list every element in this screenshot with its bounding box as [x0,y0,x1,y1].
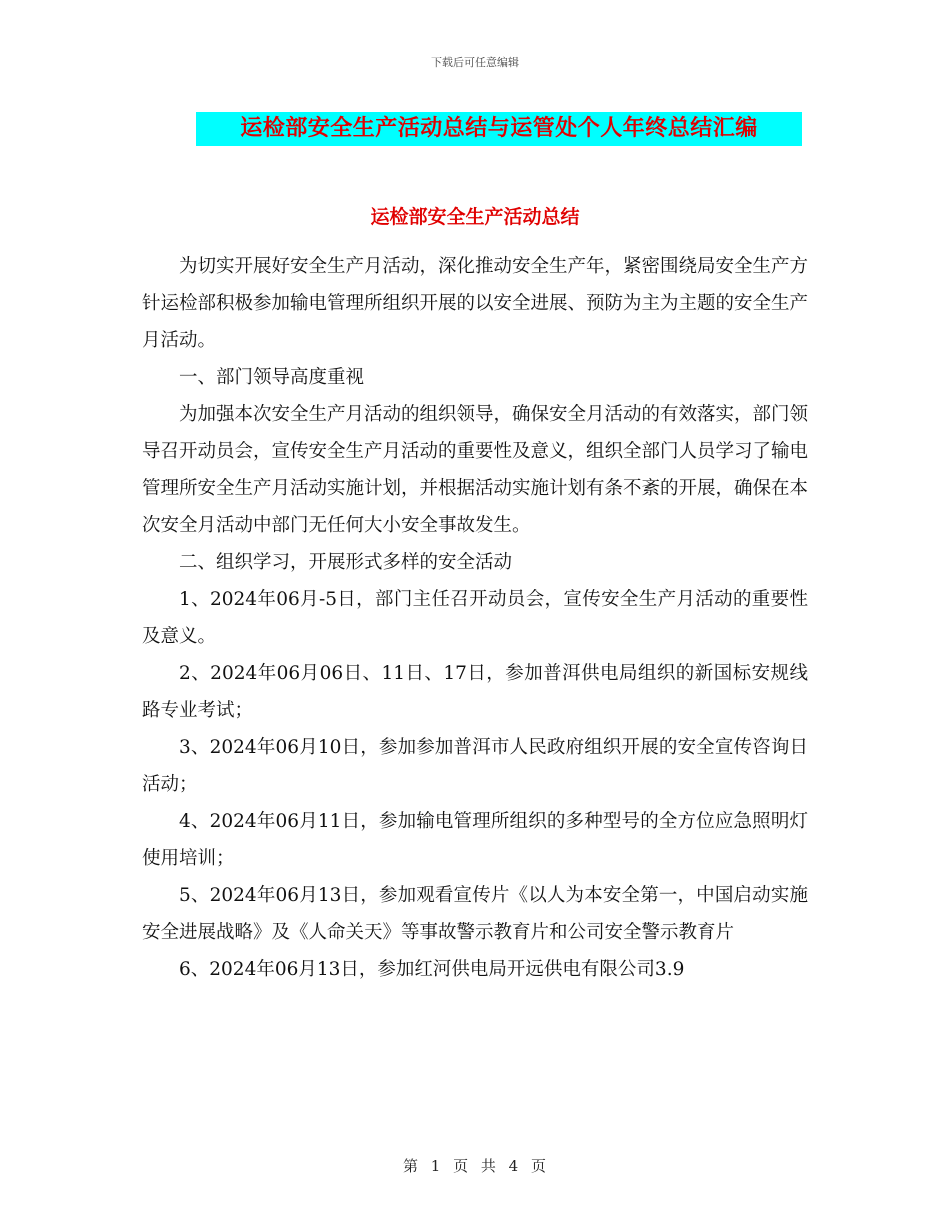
list-item: 2、2024年06月06日、11日、17日，参加普洱供电局组织的新国标安规线路专业考试； [142,663,808,721]
list-item: 5、2024年06月13日，参加观看宣传片《以人为本安全第一，中国启动实施安全进展战略》及《人命关天》等事故警示教育片和公司安全警示教育片 [142,885,808,943]
paragraph-intro: 为切实开展好安全生产月活动，深化推动安全生产年，紧密围绕局安全生产方针运检部积极参加输电管理所组织开展的以安全进展、预防为主为主题的安全生产月活动。 [142,256,809,351]
list-item: 1、2024年06月-5日，部门主任召开动员会，宣传安全生产月活动的重要性及意义。 [142,589,808,647]
document-title-highlight [196,112,802,146]
page-footer: 第 1 页 共 4 页 [403,1157,547,1175]
list-item: 3、2024年06月10日，参加参加普洱市人民政府组织开展的安全宣传咨询日活动； [142,737,808,795]
section-title: 运检部安全生产活动总结 [370,206,580,228]
heading-leadership: 一、部门领导高度重视 [179,367,365,388]
header-note: 下载后可任意编辑 [431,56,519,69]
paragraph-leadership: 为加强本次安全生产月活动的组织领导，确保安全月活动的有效落实，部门领导召开动员会，宣传安全生产月活动的重要性及意义，组织全部门人员学习了输电管理所安全生产月活动实施计划，并根据活动实施计划有条不紊的开展，确保在本次安全月活动中部门无任何大小安全事故发生。 [142,404,809,536]
list-item: 6、2024年06月13日，参加红河供电局开远供电有限公司3.9 [179,959,685,980]
heading-activities: 二、组织学习，开展形式多样的安全活动 [179,552,513,573]
document-title: 运检部安全生产活动总结与运管处个人年终总结汇编 [240,116,758,141]
document-body [142,248,808,988]
list-item: 4、2024年06月11日，参加输电管理所组织的多种型号的全方位应急照明灯使用培训； [142,811,808,869]
